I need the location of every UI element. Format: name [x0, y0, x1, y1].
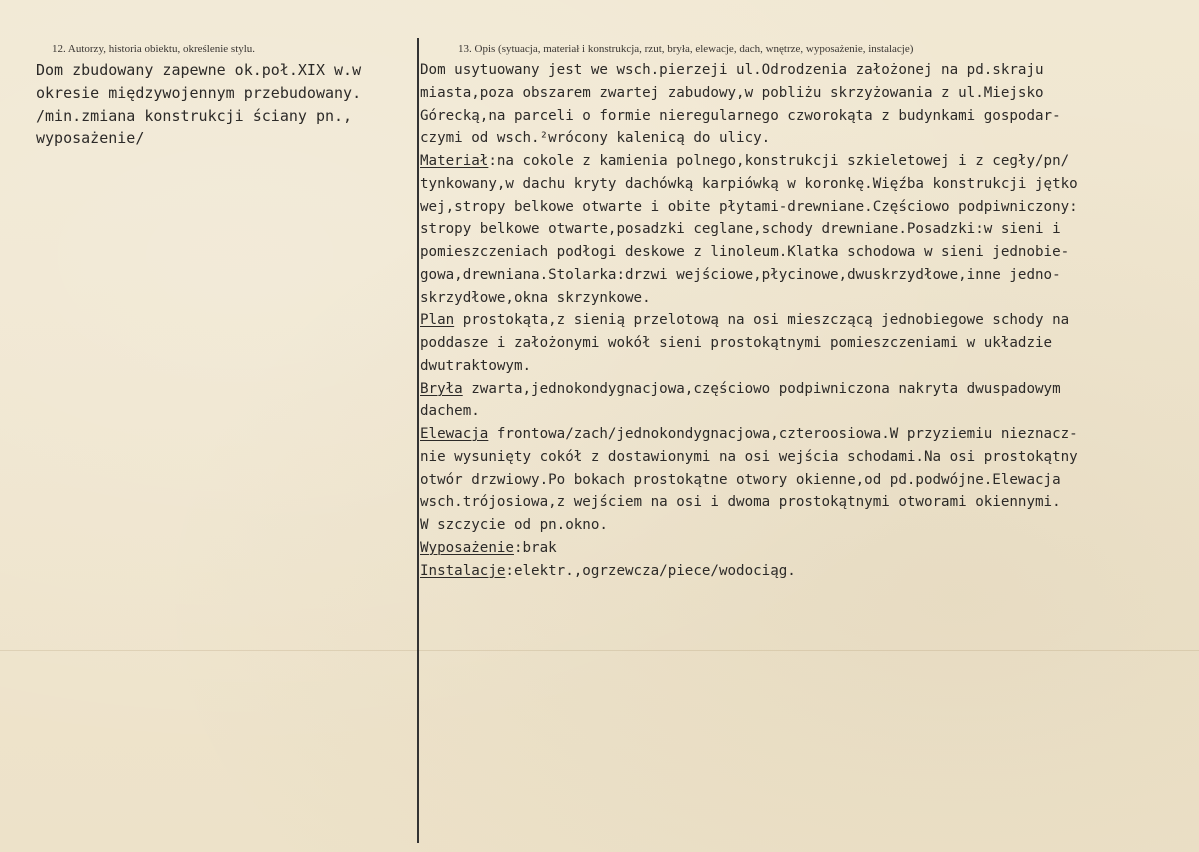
text-line — [420, 309, 1196, 332]
field-text: stropy belkowe otwarte,posadzki ceglane,schody drewniane.Posadzki:w sieni i — [420, 221, 1061, 238]
field-label: Wyposażenie — [420, 539, 514, 556]
text-line — [420, 378, 1196, 401]
field-text: Górecką,na parceli o formie nieregularnego czworokąta z budynkami gospodar- — [420, 107, 1061, 124]
field-label: Materiał — [420, 153, 489, 169]
text-line: wyposażenie/ — [36, 129, 145, 148]
text-line — [420, 59, 1196, 82]
text-line — [420, 560, 1196, 583]
text-line — [420, 127, 1196, 150]
text-line — [420, 355, 1196, 378]
field-text: tynkowany,w dachu kryty dachówką karpiówką w koronkę.Więźba konstrukcji jętko — [420, 175, 1078, 192]
text-line — [420, 332, 1196, 355]
text-line — [420, 423, 1196, 446]
section-13-body — [420, 59, 1196, 582]
field-text: :na cokole z kamienia polnego,konstrukcji szkieletowej i z cegły/pn/ — [488, 153, 1070, 169]
field-text: W szczycie od pn.okno. — [420, 517, 608, 533]
text-line: okresie międzywojennym przebudowany. — [36, 83, 362, 102]
field-text: nie wysunięty cokół z dostawionymi na osi wejścia schodami.Na osi prostokątny — [420, 448, 1078, 465]
text-line — [420, 446, 1196, 469]
text-line — [420, 514, 1196, 537]
paper-fold — [0, 650, 1199, 651]
field-label: Plan — [420, 312, 455, 329]
field-label: Elewacja — [420, 426, 489, 442]
text-line — [420, 400, 1196, 423]
section-13-header: 13. Opis (sytuacja, materiał i konstrukcja, rzut, bryła, elewacje, dach, wnętrze, wyposażenie, instalacje) — [458, 43, 914, 55]
text-line: /min.zmiana konstrukcji ściany pn., — [36, 106, 353, 125]
text-line — [420, 241, 1196, 264]
field-text: prostokąta,z sienią przelotową na osi mieszczącą jednobiegowe schody na — [454, 312, 1070, 329]
text-line — [420, 469, 1196, 492]
field-label: Instalacje — [420, 562, 506, 579]
field-text: czymi od wsch.²wrócony kalenicą do ulicy. — [420, 130, 771, 147]
field-text: :elektr.,ogrzewcza/piece/wodociąg. — [505, 562, 796, 579]
field-text: Dom usytuowany jest we wsch.pierzeji ul.Odrodzenia założonej na pd.skraju — [420, 62, 1044, 78]
field-text: :brak — [513, 539, 557, 556]
field-text: skrzydłowe,okna skrzynkowe. — [420, 289, 651, 306]
field-text: poddasze i założonymi wokół sieni prostokątnymi pomieszczeniami w układzie — [420, 335, 1053, 351]
text-line — [420, 218, 1196, 241]
field-label: Bryła — [420, 380, 463, 397]
text-line — [420, 82, 1196, 105]
field-text: frontowa/zach/jednokondygnacjowa,czteroosiowa.W przyziemiu nieznacz- — [488, 426, 1078, 442]
section-12-body — [36, 59, 406, 150]
text-line — [420, 150, 1196, 173]
text-line — [420, 196, 1196, 219]
field-text: miasta,poza obszarem zwartej zabudowy,w pobliżu skrzyżowania z ul.Miejsko — [420, 84, 1044, 101]
field-text: zwarta,jednokondygnacjowa,częściowo podpiwniczona nakryta dwuspadowym — [462, 380, 1061, 397]
text-line — [420, 537, 1196, 560]
column-divider — [417, 38, 419, 843]
text-line — [420, 264, 1196, 287]
field-text: otwór drzwiowy.Po bokach prostokątne otwory okienne,od pd.podwójne.Elewacja — [420, 471, 1061, 488]
field-text: wej,stropy belkowe otwarte i obite płytami-drewniane.Częściowo podpiwniczony: — [420, 198, 1078, 215]
field-text: pomieszczeniach podłogi deskowe z linoleum.Klatka schodowa w sieni jednobie- — [420, 244, 1070, 260]
section-12-header: 12. Autorzy, historia obiektu, określenie stylu. — [52, 43, 256, 55]
text-line — [420, 105, 1196, 128]
field-text: gowa,drewniana.Stolarka:drzwi wejściowe,płycinowe,dwuskrzydłowe,inne jedno- — [420, 266, 1061, 283]
text-line — [420, 173, 1196, 196]
field-text: wsch.trójosiowa,z wejściem na osi i dwoma prostokątnymi otworami okiennymi. — [420, 494, 1061, 511]
field-text: dwutraktowym. — [420, 357, 532, 374]
text-line: Dom zbudowany zapewne ok.poł.XIX w.w — [36, 61, 362, 79]
text-line — [420, 287, 1196, 310]
text-line — [420, 491, 1196, 514]
field-text: dachem. — [420, 403, 480, 420]
